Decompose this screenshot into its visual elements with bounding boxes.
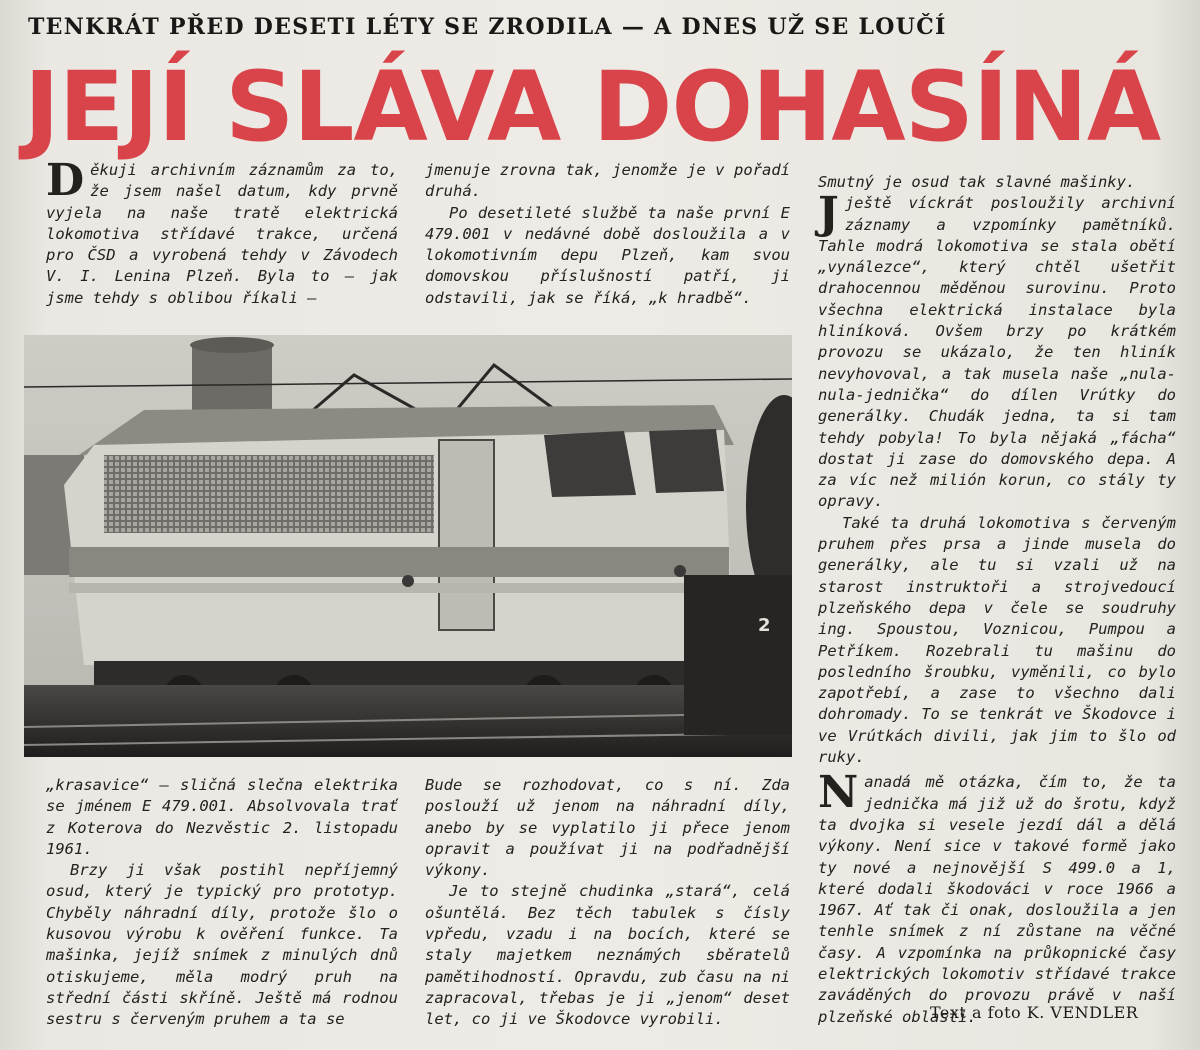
byline-credit: Text a foto K. VENDLER bbox=[930, 1003, 1139, 1022]
paragraph: Bude se rozhodovat, co s ní. Zda poslouží už jenom na náhradní díly, anebo by se vyplatilo ji přece jenom opravit a používat ji na podřadnější výkony. bbox=[425, 776, 790, 880]
paragraph: Brzy ji však postihl nepříjemný osud, který je typický pro prototyp. Chyběly náhradní díly, protože šlo o kusovou výrobu k ověření funkce. Ta mašinka, jejíž snímek z minulých dnů otiskujeme, měla modrý pruh na střední části skříně. Ještě má rodnou sestru s červeným pruhem a ta se bbox=[46, 861, 398, 1029]
paragraph: ěkuji archivním záznamům za to, že jsem našel datum, kdy prvně vyjela na naše tratě elektrická lokomotiva střídavé trakce, určená pro ČSD a vyrobená tehdy v Závodech V. I. Lenina Plzeň. Byla to — jak jsme tehdy s oblibou říkali — bbox=[46, 161, 398, 307]
wagon-number: 2 bbox=[758, 615, 771, 636]
paragraph: Po desetileté službě ta naše první E 479.001 v nedávné době dosloužila a v lokomotivním depu Plzeň, kam svou domovskou příslušností patří, ji odstavili, jak se říká, „k hradbě“. bbox=[425, 203, 790, 307]
paragraph: ještě víckrát posloužily archivní záznamy a vzpomínky pamětníků. Tahle modrá lokomotiva se stala obětí „vynálezce“, který chtěl ušetřit drahocennou měděnou surovinu. Proto všechna elektrická instalace byla hliníková. Ovšem brzy po krátkém provozu se ukázalo, že ten hliník nevyhovoval, a tak musela naše „nula-nula-jednička“ do dílen Vrútky do generálky. Chudák jedna, ta si tam tehdy pobyla! To byla nějaká „fácha“ dostat ji zase do domovského depa. A za víc než milión korun, co stály ty opravy. bbox=[818, 194, 1176, 511]
column-3 bbox=[818, 172, 1176, 1028]
paragraph: jmenuje zrovna tak, jenomže je v pořadí druhá. bbox=[425, 161, 790, 201]
drop-cap: D bbox=[46, 155, 85, 206]
paragraph: Také ta druhá lokomotiva s červeným pruhem přes prsa a jinde musela do generálky, ale tu si vzali už na starost instruktoři a strojvedoucí plzeňského depa v čele se soudruhy ing. Spoustou, Voznicou, Pumpou a Petříkem. Rozebrali tu mašinu do posledního šroubku, vyměnili, co bylo zapotřebí, a zase to všechno dali dohromady. To se tenkrát ve Škodovce i ve Vrútkách divili, jak jim to šlo od ruky. bbox=[818, 513, 1176, 767]
column-1-bottom bbox=[46, 775, 398, 1031]
column-2-bottom bbox=[425, 775, 790, 1031]
headline: JEJÍ SLÁVA DOHASÍNÁ bbox=[24, 51, 1161, 163]
paragraph: „krasavice“ — sličná slečna elektrika se jménem E 479.001. Absolvovala trať z Koterova do Nezvěstic 2. listopadu 1961. bbox=[46, 776, 398, 858]
column-2-top bbox=[425, 160, 790, 309]
locomotive-image bbox=[24, 335, 792, 757]
paragraph: anadá mě otázka, čím to, že ta jednička má již už do šrotu, když ta dvojka si vesele jezdí dál a dělá výkony. Není sice v takové formě jako ty nové a nejnovější S 499.0 a 1, které dodali škodováci v roce 1966 a 1967. Ať tak či onak, dosloužila a jen tenhle snímek z ní zůstane na věčné časy. A vzpomínka na průkopnické časy elektrických lokomotiv střídavé trakce zaváděných do provozu právě v naší plzeňské oblasti. bbox=[818, 773, 1176, 1026]
kicker: TENKRÁT PŘED DESETI LÉTY SE ZRODILA — A DNES UŽ SE LOUČÍ bbox=[28, 14, 947, 40]
column-1-top bbox=[46, 155, 398, 309]
drop-cap: N bbox=[818, 767, 859, 819]
drop-cap: J bbox=[818, 188, 839, 240]
paragraph: Je to stejně chudinka „stará“, celá ošuntělá. Bez těch tabulek s čísly vpředu, vzadu i na bocích, které se staly majetkem neznámých sběratelů pamětihodností. Opravdu, zub času na ni zapracoval, třebas je ji „jenom“ deset let, co ji ve Škodovce vyrobili. bbox=[425, 882, 790, 1029]
locomotive-photo bbox=[24, 335, 792, 757]
paragraph: Smutný je osud tak slavné mašinky. bbox=[818, 173, 1136, 191]
